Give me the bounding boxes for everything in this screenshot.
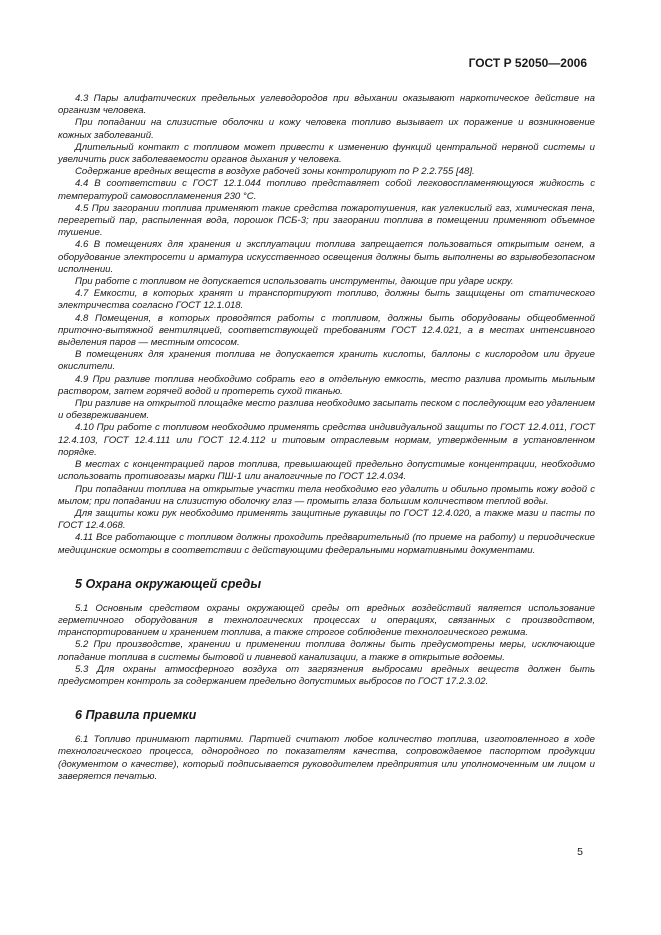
section-6-heading: 6 Правила приемки <box>75 708 197 723</box>
paragraph: При разливе на открытой площадке место разлива необходимо засыпать песком с последующим его удалением и обезвреживанием. <box>58 398 595 422</box>
paragraph: Содержание вредных веществ в воздухе рабочей зоны контролируют по Р 2.2.755 [48]. <box>75 166 475 178</box>
paragraph: 5.1 Основным средством охраны окружающей среды от вредных воздействий является использование герметичного оборудования в технологических процессах и операциях, связанных с производством, транспортированием и хранением топлива, а также строгое соблюдение технологического режима. <box>58 602 595 639</box>
paragraph: 4.7 Емкости, в которых хранят и транспортируют топливо, должны быть защищены от статического электричества согласно ГОСТ 12.1.018. <box>58 288 595 312</box>
paragraph: 5.2 При производстве, хранении и применении топлива должны быть предусмотрены меры, исключающие попадание топлива в системы бытовой и ливневой канализации, а также в открытые водоемы. <box>58 639 595 663</box>
paragraph: 4.10 При работе с топливом необходимо применять средства индивидуальной защиты по ГОСТ 12.4.011, ГОСТ 12.4.103, ГОСТ 12.4.111 или ГОСТ 12.4.112 и типовым отраслевым нормам, утвержденным в установленном порядке. <box>58 422 595 458</box>
section-5-heading: 5 Охрана окружающей среды <box>75 576 262 591</box>
paragraph: При попадании топлива на открытые участки тела необходимо его удалить и обильно промыть кожу водой с мылом; при попадании на слизистую оболочку глаз — промыть глаза большим количеством теплой воды. <box>58 483 595 507</box>
paragraph: 4.3 Пары алифатических предельных углеводородов при вдыхании оказывают наркотическое действие на организм человека. <box>58 93 595 117</box>
paragraph: 6.1 Топливо принимают партиями. Партией считают любое количество топлива, изготовленного в ходе технологического процесса, однородного по показателям качества, сопровождаемое паспортом продукции (документом о качестве), который подписывается руководителем предприятия или уполномоченным им лицом и заверяется печатью. <box>58 734 595 782</box>
page-number: 5 <box>577 846 583 858</box>
paragraph: Для защиты кожи рук необходимо применять защитные рукавицы по ГОСТ 12.4.020, а также мази и пасты по ГОСТ 12.4.068. <box>58 507 595 532</box>
paragraph: В помещениях для хранения топлива не допускается хранить кислоты, баллоны с кислородом или другие окислители. <box>58 349 595 373</box>
paragraph: 4.4 В соответствии с ГОСТ 12.1.044 топливо представляет собой легковоспламеняющуюся жидкость с температурой самовоспламенения 230 °С. <box>58 178 595 202</box>
paragraph: 4.9 При разливе топлива необходимо собрать его в отдельную емкость, место разлива промыть мыльным раствором, затем горячей водой и протереть сухой тканью. <box>58 373 595 397</box>
paragraph: При попадании на слизистые оболочки и кожу человека топливо вызывает их поражение и возникновение кожных заболеваний. <box>58 117 595 141</box>
paragraph: 4.11 Все работающие с топливом должны проходить предварительный (по приеме на работу) и периодические медицинские осмотры в соответствии с действующими федеральными нормативными документами. <box>58 532 595 556</box>
page-body <box>58 93 595 783</box>
paragraph: 5.3 Для охраны атмосферного воздуха от загрязнения выбросами вредных веществ должен быть предусмотрен контроль за содержанием предельно допустимых выбросов по ГОСТ 17.2.3.02. <box>58 663 595 687</box>
paragraph: При работе с топливом не допускается использовать инструменты, дающие при ударе искру. <box>75 276 514 288</box>
paragraph: 4.5 При загорании топлива применяют такие средства пожаротушения, как углекислый газ, химическая пена, перегретый пар, распыленная вода, порошок ПСБ-3; при загорании топлива в помещении применяют объемное тушение. <box>58 202 595 239</box>
paragraph: 4.8 Помещения, в которых проводятся работы с топливом, должны быть оборудованы общеобменной приточно-вытяжной вентиляцией, соответствующей требованиям ГОСТ 12.4.021, а в местах интенсивного выделения паров — местным отсосом. <box>58 312 595 349</box>
paragraph: Длительный контакт с топливом может привести к изменению функций центральной нервной системы и увеличить риск заболеваемости органов дыхания у человека. <box>58 141 595 166</box>
document-header: ГОСТ Р 52050—2006 <box>468 56 587 70</box>
paragraph: 4.6 В помещениях для хранения и эксплуатации топлива запрещается пользоваться открытым огнем, а оборудование электросети и арматура искусственного освещения должны быть выполнены во взрывобезопасном исполнении. <box>58 239 595 275</box>
paragraph: В местах с концентрацией паров топлива, превышающей предельно допустимые концентрации, необходимо использовать противогазы марки ПШ-1 или аналогичные по ГОСТ 12.4.034. <box>58 459 595 483</box>
